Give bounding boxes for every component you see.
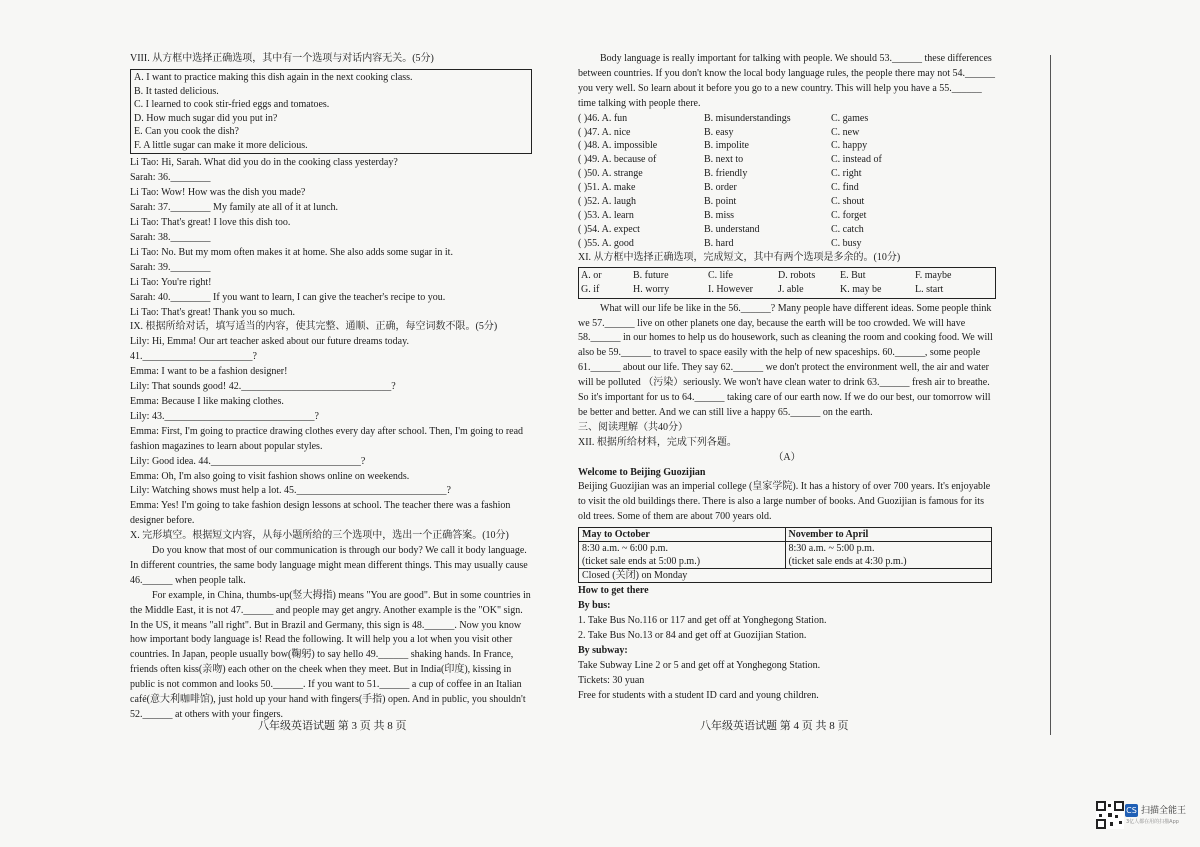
option: F. A little sugar can make it more delicious. <box>134 139 308 151</box>
choice-row <box>578 153 996 167</box>
choice-c: C. find <box>831 182 859 194</box>
closed-note: Closed (关闭) on Monday <box>579 569 992 583</box>
cloze-paragraph: Body language is really important for talking with people. We should 53.______ these differences between countries. If you don't know the local body language rules, the people there may not 54.______ you very well. So learn about it before you go to a new country. This will help you have a 55.______ time talking with people there. <box>578 53 995 109</box>
opening-hours-table <box>578 527 992 583</box>
choice-row <box>578 139 996 153</box>
choice-b: B. point <box>704 196 737 208</box>
choice-c: C. forget <box>831 209 867 221</box>
choice-b: B. miss <box>704 209 735 221</box>
footer-left: 八年级英语试题 第 3 页 共 8 页 <box>258 720 407 732</box>
choice-a: ( )47. A. nice <box>578 126 631 138</box>
choice-b: B. next to <box>704 154 744 166</box>
choice-c: C. catch <box>831 223 864 235</box>
cs-logo-icon: CS <box>1126 806 1137 815</box>
word-option: H. worry <box>633 283 670 295</box>
choice-row <box>578 126 996 140</box>
passage: What will our life be like in the 56.______? Many people have different ideas. Some people think we 57.______ live on other planets one day, because the earth will be too crowded. We will have 58.______ in our homes to help us do housework, such as cleaning the room and cooking food. We will also be 59.______ to travel to space easily with the help of new spaceships. 60.______, some people 61.______ about our life. They say 62.______ we don't protect the environment well, the air and water will be polluted （污染）seriously. We won't have clean water to drink 63.______ fresh air to breathe. So it's important for us to 64.______ taking care of our earth now. If we do our best, our tomorrow will be better and better. And we can still live a happy 65.______ on the earth. <box>578 302 993 418</box>
dialog-line: Li Tao: You're right! <box>130 276 212 288</box>
choice-b: B. hard <box>704 237 734 249</box>
dialog-line: Sarah: 36.________ <box>130 172 211 184</box>
ticket-note: (ticket sale ends at 4:30 p.m.) <box>788 556 907 568</box>
choice-row <box>578 181 996 195</box>
table-header: May to October <box>579 528 786 542</box>
reading-intro: Beijing Guozijian was an imperial college (皇家学院). It has a history of over 700 years. It's enjoyable to visit the old buildings there. There is also a large number of books. And Guozijian is famous for its old trees. Some of them are about 700 years old. <box>578 481 991 523</box>
hours-text: 8:30 a.m. ~ 6:00 p.m. <box>582 543 668 555</box>
word-row <box>581 283 993 297</box>
scanner-tagline: 3亿人都在用的扫描App <box>1126 819 1179 825</box>
dialog-line: Lily: That sounds good! 42.______________________________? <box>130 381 396 393</box>
word-option: K. may be <box>840 283 882 295</box>
word-option: I. However <box>708 283 753 295</box>
part-3-title: 三、阅读理解（共40分） <box>578 421 688 433</box>
word-box <box>578 267 996 299</box>
choice-b: B. impolite <box>704 140 749 152</box>
left-page <box>130 52 532 723</box>
choice-c: C. happy <box>831 140 868 152</box>
choice-b: B. order <box>704 182 737 194</box>
ticket-note: (ticket sale ends at 5:00 p.m.) <box>582 556 701 568</box>
table-cell <box>785 542 992 569</box>
choice-a: ( )50. A. strange <box>578 168 643 180</box>
bus-title: By bus: <box>578 600 611 612</box>
dialog-line: Li Tao: That's great! Thank you so much. <box>130 306 295 318</box>
hours-text: 8:30 a.m. ~ 5:00 p.m. <box>788 543 875 555</box>
right-page <box>578 52 996 703</box>
footer-right: 八年级英语试题 第 4 页 共 8 页 <box>700 720 849 732</box>
word-option: F. maybe <box>915 269 952 281</box>
section-a-label: （A） <box>773 451 801 463</box>
dialog-line: Li Tao: Hi, Sarah. What did you do in the cooking class yesterday? <box>130 157 398 169</box>
word-option: E. But <box>840 269 866 281</box>
choice-b: B. friendly <box>704 168 748 180</box>
option: E. Can you cook the dish? <box>134 126 239 138</box>
dialog-line: Sarah: 37.________ My family ate all of it at lunch. <box>130 202 339 214</box>
choice-row <box>578 223 996 237</box>
choice-b: B. understand <box>704 223 760 235</box>
section-11-title: XI. 从方框中选择正确选项，完成短文，其中有两个选项是多余的。(10分) <box>578 251 901 263</box>
choice-a: ( )54. A. expect <box>578 223 640 235</box>
subway-title: By subway: <box>578 644 628 656</box>
dialog-line: Lily: Hi, Emma! Our art teacher asked about our future dreams today. 41.______________________? <box>130 336 409 363</box>
dialog-line: Emma: First, I'm going to practice drawing clothes every day after school. Then, I'm going to read fashion magazines to learn about popular styles. <box>130 425 524 452</box>
choice-c: C. shout <box>831 196 865 208</box>
choice-row <box>578 112 996 126</box>
reading-title: Welcome to Beijing Guozijian <box>578 466 706 478</box>
dialog-line: Lily: Good idea. 44.______________________________? <box>130 455 366 467</box>
word-row <box>581 269 993 283</box>
choice-c: C. games <box>831 112 869 124</box>
word-option: L. start <box>915 283 944 295</box>
section-8-title: VIII. 从方框中选择正确选项，其中有一个选项与对话内容无关。(5分) <box>130 53 434 64</box>
choice-b: B. misunderstandings <box>704 112 791 124</box>
cloze-paragraph: Do you know that most of our communication is through our body? We call it body language. In different countries, the same body language might mean different things. This may usually cause 46.______ when people talk. <box>130 545 528 586</box>
choice-a: ( )52. A. laugh <box>578 196 637 208</box>
choice-a: ( )51. A. make <box>578 182 636 194</box>
choice-c: C. busy <box>831 237 862 249</box>
choice-row <box>578 209 996 223</box>
section-9-title: IX. 根据所给对话，填写适当的内容，使其完整、通顺、正确，每空词数不限。(5分) <box>130 321 498 333</box>
page-edge-line <box>1050 55 1051 735</box>
section-10-title: X. 完形填空。根据短文内容，从每小题所给的三个选项中，选出一个正确答案。(10分) <box>130 530 509 542</box>
word-option: D. robots <box>778 269 816 281</box>
word-option: A. or <box>581 269 602 281</box>
dialog-line: Emma: Yes! I'm going to take fashion design lessons at school. The teacher there was a fashion designer before. <box>130 500 511 527</box>
tickets-line: Tickets: 30 yuan <box>578 674 645 686</box>
dialog-line: Sarah: 38.________ <box>130 232 211 243</box>
choice-a: ( )53. A. learn <box>578 209 634 221</box>
qr-code-icon <box>1096 801 1124 829</box>
bus-line: 2. Take Bus No.13 or 84 and get off at Guozijian Station. <box>578 629 807 641</box>
section-12-title: XII. 根据所给材料，完成下列各题。 <box>578 436 737 448</box>
choice-list <box>578 112 996 251</box>
subway-line: Take Subway Line 2 or 5 and get off at Yonghegong Station. <box>578 659 821 671</box>
dialog-line: Lily: Watching shows must help a lot. 45.______________________________? <box>130 485 451 497</box>
dialog-line: Li Tao: No. But my mom often makes it at home. She also adds some sugar in it. <box>130 246 453 258</box>
word-option: J. able <box>778 283 804 295</box>
option: B. It tasted delicious. <box>134 85 219 97</box>
choice-a: ( )46. A. fun <box>578 112 628 124</box>
dialog-line: Sarah: 39.________ <box>130 261 211 273</box>
table-cell <box>579 542 786 569</box>
choice-b: B. easy <box>704 126 734 138</box>
option: D. How much sugar did you put in? <box>134 112 278 124</box>
word-option: B. future <box>633 269 669 281</box>
option: A. I want to practice making this dish again in the next cooking class. <box>134 71 413 83</box>
choice-row <box>578 195 996 209</box>
choice-c: C. instead of <box>831 154 882 166</box>
section-8-options-box <box>130 69 532 155</box>
dialog-line: Emma: Because I like making clothes. <box>130 395 284 407</box>
free-line: Free for students with a student ID card and young children. <box>578 689 819 701</box>
scanner-brand: 扫描全能王 <box>1141 806 1187 816</box>
dialog-line: Li Tao: Wow! How was the dish you made? <box>130 187 306 199</box>
choice-a: ( )55. A. good <box>578 237 634 249</box>
choice-c: C. new <box>831 126 860 138</box>
bus-line: 1. Take Bus No.116 or 117 and get off at Yonghegong Station. <box>578 615 827 626</box>
choice-c: C. right <box>831 168 862 180</box>
dialog-line: Lily: 43.______________________________? <box>130 410 319 422</box>
option: C. I learned to cook stir-fried eggs and tomatoes. <box>134 99 330 111</box>
how-title: How to get there <box>578 585 649 597</box>
choice-a: ( )48. A. impossible <box>578 140 658 152</box>
choice-row <box>578 167 996 181</box>
cloze-paragraph: For example, in China, thumbs-up(竖大拇指) means "You are good". But in some countries in the Middle East, it is not 47.______ and people may get angry. Another example is the "OK" sign. In the US, it means "all right". But in Brazil and Germany, this sign is 48.______. Now you know how important body language is! Read the following. It will help you a lot when you visit other countries. In Japan, people usually bow(鞠躬) to say hello 49.______ shaking hands. In France, friends often kiss(亲吻) each other on the cheek when they meet. But in India(印度), kissing in public is not common and looks 50.______. If you want to 51.______ a cup of coffee in an Italian café(意大利咖啡馆), just hold up your hand with fingers(手指) open. And in public, you shouldn't 52.______ at others with your fingers. <box>130 589 531 720</box>
dialog-line: Sarah: 40.________ If you want to learn, I can give the teacher's recipe to you. <box>130 291 446 303</box>
table-header: November to April <box>785 528 992 542</box>
word-option: G. if <box>581 283 600 295</box>
choice-a: ( )49. A. because of <box>578 154 657 166</box>
dialog-line: Emma: I want to be a fashion designer! <box>130 366 288 378</box>
dialog-line: Emma: Oh, I'm also going to visit fashion shows online on weekends. <box>130 470 410 482</box>
choice-row <box>578 237 996 251</box>
word-option: C. life <box>708 269 733 281</box>
dialog-line: Li Tao: That's great! I love this dish too. <box>130 217 291 229</box>
